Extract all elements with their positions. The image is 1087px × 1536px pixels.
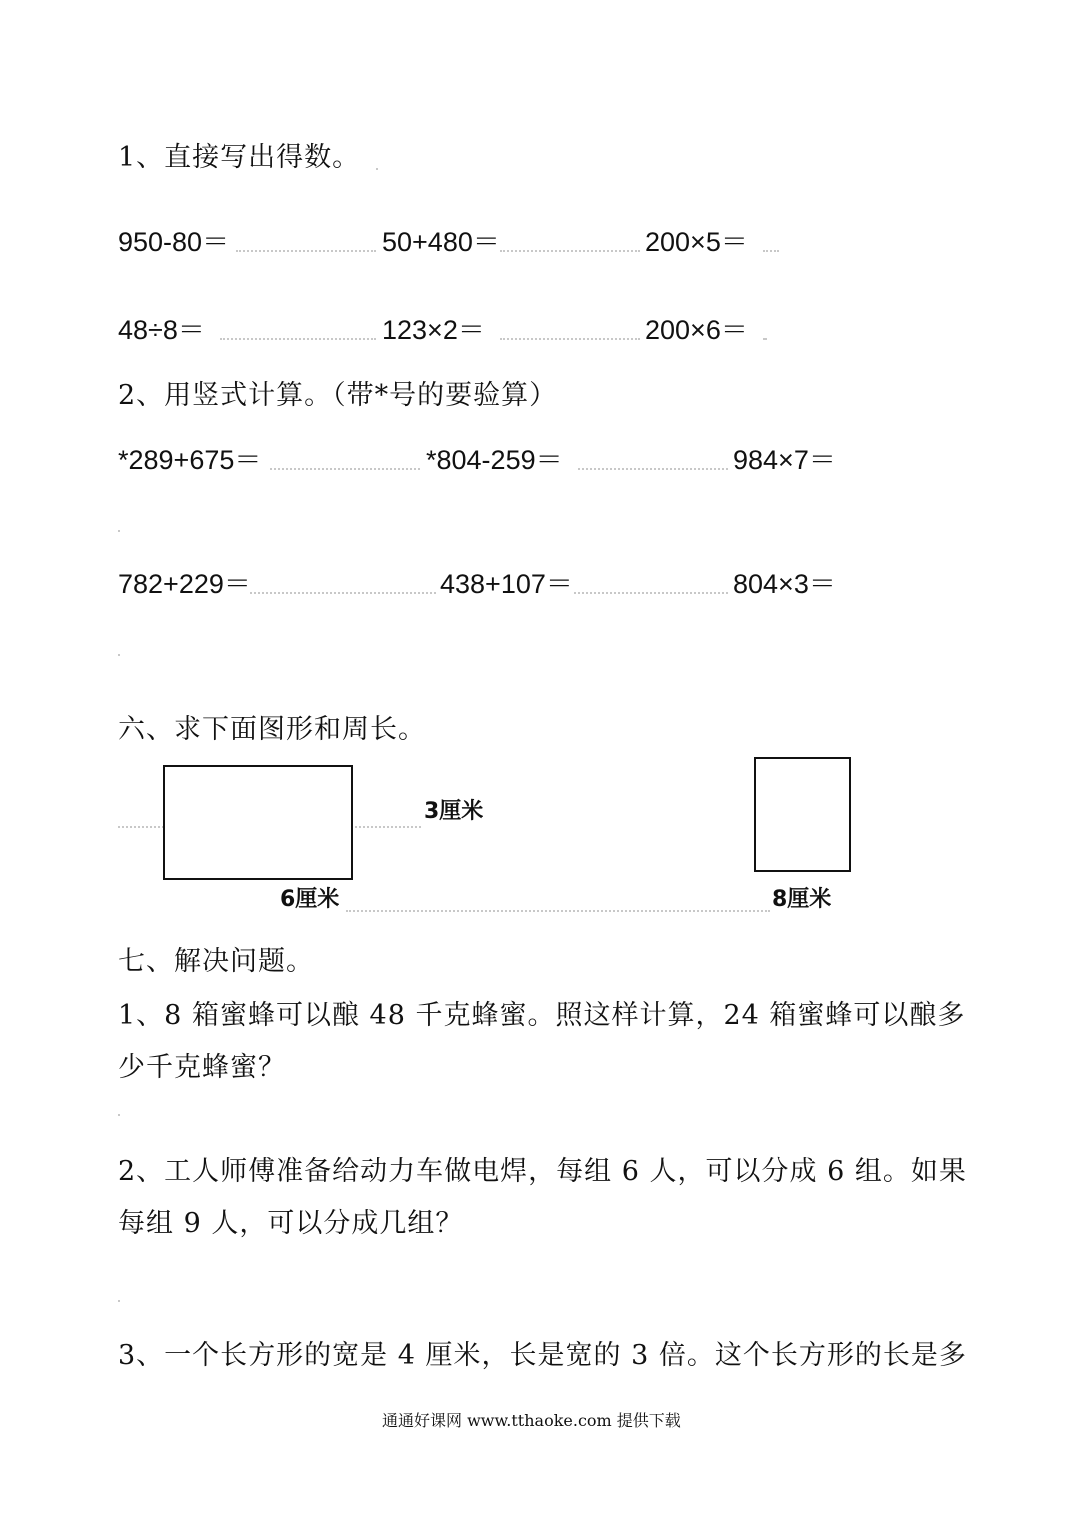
s2-r2-problem-2: 438+107＝: [440, 569, 573, 599]
rectangle-figure-1: [163, 765, 353, 880]
s2-r2-problem-3: 804×3＝: [733, 569, 836, 599]
s2-r1-problem-3: 984×7＝: [733, 445, 836, 475]
answer-dots: [500, 250, 640, 252]
section6-title: 六、求下面图形和周长。: [118, 714, 426, 745]
question-1-line-2: 少千克蜂蜜？: [118, 1052, 286, 1083]
s2-r1-problem-2: *804-259＝: [426, 445, 563, 475]
answer-dots: [220, 338, 376, 340]
question-2-line-1: 2、工人师傅准备给动力车做电焊，每组 6 人，可以分成 6 组。如果: [118, 1156, 967, 1187]
dotted-line: [118, 826, 164, 828]
question-1-line-1: 1、8 箱蜜蜂可以酿 48 千克蜂蜜。照这样计算，24 箱蜜蜂可以酿多: [118, 1000, 966, 1031]
rect1-width-label: 6厘米: [280, 887, 340, 912]
dotted-line: [346, 910, 770, 912]
section2-title: 2、用竖式计算。（带*号的要验算）: [118, 380, 558, 411]
footer-credit: 通通好课网 www.tthaoke.com 提供下载: [382, 1411, 681, 1430]
question-3-line-1: 3、一个长方形的宽是 4 厘米，长是宽的 3 倍。这个长方形的长是多: [118, 1340, 967, 1371]
section1-title: 1、直接写出得数。: [118, 142, 361, 173]
s1-r1-problem-3: 200×5＝: [645, 227, 748, 257]
dot-mark: [118, 530, 120, 532]
question-2-line-2: 每组 9 人，可以分成几组？: [118, 1208, 464, 1239]
answer-dots: [574, 592, 728, 594]
answer-dots: [578, 468, 728, 470]
rectangle-figure-2: [754, 757, 851, 872]
s1-r2-problem-2: 123×2＝: [382, 315, 485, 345]
dot-mark: [118, 1114, 120, 1116]
s1-r1-problem-1: 950-80＝: [118, 227, 230, 257]
answer-dots: [270, 468, 420, 470]
s1-r2-problem-3: 200×6＝: [645, 315, 748, 345]
dot-mark: [118, 1300, 120, 1302]
section7-title: 七、解决问题。: [118, 946, 314, 977]
answer-dots: [236, 250, 376, 252]
answer-dots: [763, 338, 767, 340]
answer-dots: [500, 338, 640, 340]
s2-r1-problem-1: *289+675＝: [118, 445, 262, 475]
dotted-line: [355, 826, 421, 828]
s2-r2-problem-1: 782+229＝: [118, 569, 251, 599]
s1-r2-problem-1: 48÷8＝: [118, 315, 205, 345]
rect1-height-label: 3厘米: [424, 799, 484, 824]
dot-mark: [376, 168, 378, 170]
dot-mark: [118, 654, 120, 656]
rect2-width-label: 8厘米: [772, 887, 832, 912]
answer-dots: [763, 250, 779, 252]
answer-dots: [250, 592, 436, 594]
s1-r1-problem-2: 50+480＝: [382, 227, 500, 257]
